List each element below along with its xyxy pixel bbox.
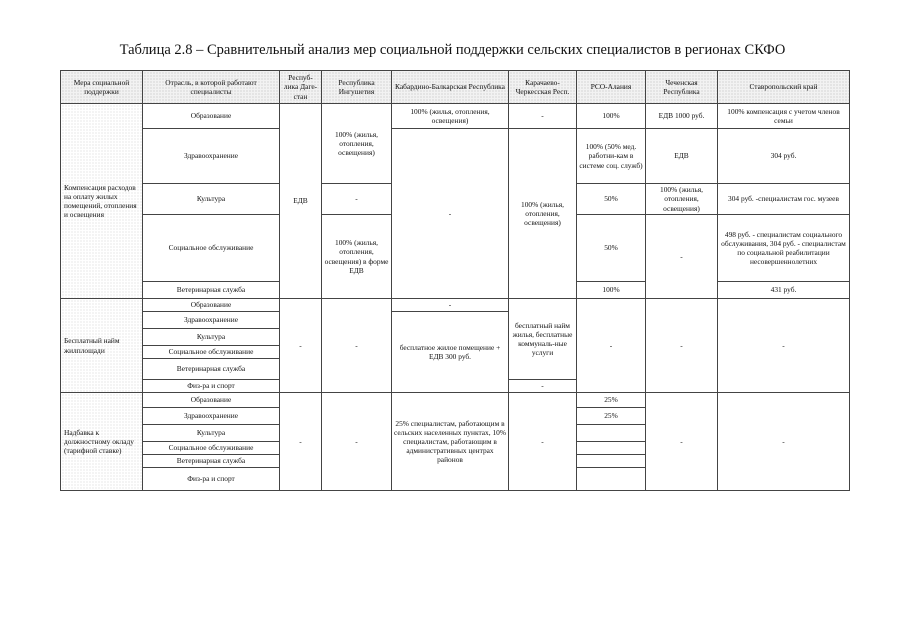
sector-cell: Культура: [143, 329, 280, 346]
sector-cell: Культура: [143, 184, 280, 215]
cell-stavropol: -: [718, 299, 850, 393]
sector-cell: Ветеринарная служба: [143, 359, 280, 380]
cell-ingushetia: -: [322, 184, 392, 215]
sector-cell: Здравоохранение: [143, 312, 280, 329]
cell-kchr: -: [509, 104, 577, 129]
cell-kbr: бесплатное жилое помещение + ЕДВ 300 руб.: [392, 312, 509, 393]
header-ingushetia: Республика Ингушетия: [322, 71, 392, 104]
cell-chechnya: 100% (жилья, отопления, освещения): [646, 184, 718, 215]
sector-cell: Здравоохранение: [143, 129, 280, 184]
cell-chechnya: ЕДВ 1000 руб.: [646, 104, 718, 129]
cell-rso: 100%: [577, 282, 646, 299]
sector-cell: Здравоохранение: [143, 408, 280, 425]
cell-chechnya: ЕДВ: [646, 129, 718, 184]
cell-rso: 50%: [577, 215, 646, 282]
measure-cell: Надбавка к должностному окладу (тарифной ставке): [61, 393, 143, 491]
cell-kbr: 100% (жилья, отопления, освещения): [392, 104, 509, 129]
table-row: [61, 129, 850, 184]
sector-cell: Социальное обслуживание: [143, 442, 280, 455]
cell-kchr: -: [509, 380, 577, 393]
cell-rso: 25%: [577, 408, 646, 425]
cell-rso: 100% (50% мед. работни-кам в системе соц. служб): [577, 129, 646, 184]
comparison-table: [60, 70, 850, 491]
cell-chechnya: -: [646, 393, 718, 491]
sector-cell: Физ-ра и спорт: [143, 468, 280, 491]
measure-cell: Бесплатный найм жилплощади: [61, 299, 143, 393]
cell-dagestan: -: [280, 393, 322, 491]
table-row: [61, 393, 850, 408]
cell-rso: [577, 468, 646, 491]
measure-cell: Компенсация расходов на оплату жилых помещений, отопления и освещения: [61, 104, 143, 299]
cell-stavropol: -: [718, 393, 850, 491]
cell-rso: [577, 442, 646, 455]
cell-kchr: бесплатный найм жилья, бесплатные коммуналь-ные услуги: [509, 299, 577, 380]
cell-rso: 50%: [577, 184, 646, 215]
sector-cell: Ветеринарная служба: [143, 455, 280, 468]
cell-stavropol: 431 руб.: [718, 282, 850, 299]
cell-kchr: -: [509, 393, 577, 491]
cell-rso: [577, 425, 646, 442]
cell-kbr: 25% специалистам, работающим в сельских населенных пунктах, 10% специалистам, работающим в административных центрах районов: [392, 393, 509, 491]
cell-chechnya: -: [646, 299, 718, 393]
table-row: [61, 299, 850, 312]
cell-rso: -: [577, 299, 646, 393]
cell-kchr: 100% (жилья, отопления, освещения): [509, 129, 577, 299]
cell-ingushetia: 100% (жилья, отопления, освещения): [322, 104, 392, 184]
sector-cell: Социальное обслуживание: [143, 346, 280, 359]
cell-rso: 25%: [577, 393, 646, 408]
header-rso: РСО-Алания: [577, 71, 646, 104]
header-dagestan: Респуб-лика Даге-стан: [280, 71, 322, 104]
cell-dagestan: -: [280, 299, 322, 393]
cell-ingushetia: -: [322, 393, 392, 491]
cell-stavropol: 304 руб.: [718, 129, 850, 184]
header-row: [61, 71, 850, 104]
header-chechnya: Чеченская Республика: [646, 71, 718, 104]
header-kbr: Кабардино-Балкарская Республика: [392, 71, 509, 104]
header-sector: Отрасль, в которой работают специалисты: [143, 71, 280, 104]
table-title: Таблица 2.8 – Сравнительный анализ мер социальной поддержки сельских специалистов в регионах СКФО: [119, 42, 786, 58]
sector-cell: Образование: [143, 299, 280, 312]
cell-ingushetia: 100% (жилья, отопления, освещения) в форме ЕДВ: [322, 215, 392, 299]
cell-kbr: -: [392, 129, 509, 299]
cell-stavropol: 100% компенсация с учетом членов семьи: [718, 104, 850, 129]
cell-rso: 100%: [577, 104, 646, 129]
cell-stavropol: 498 руб. - специалистам социального обслуживания, 304 руб. - специалистам по социальной реабилитации несовершеннолетних: [718, 215, 850, 282]
header-measure: Мера социальной поддержки: [61, 71, 143, 104]
cell-ingushetia: -: [322, 299, 392, 393]
cell-stavropol: 304 руб. -специалистам гос. музеев: [718, 184, 850, 215]
table-row: [61, 104, 850, 129]
header-kchr: Карачаево-Черкесская Респ.: [509, 71, 577, 104]
cell-rso: [577, 455, 646, 468]
header-stavropol: Ставропольский край: [718, 71, 850, 104]
cell-chechnya: -: [646, 215, 718, 299]
sector-cell: Ветеринарная служба: [143, 282, 280, 299]
sector-cell: Образование: [143, 393, 280, 408]
sector-cell: Образование: [143, 104, 280, 129]
cell-kbr: -: [392, 299, 509, 312]
sector-cell: Физ-ра и спорт: [143, 380, 280, 393]
cell-dagestan: ЕДВ: [280, 104, 322, 299]
sector-cell: Культура: [143, 425, 280, 442]
sector-cell: Социальное обслуживание: [143, 215, 280, 282]
